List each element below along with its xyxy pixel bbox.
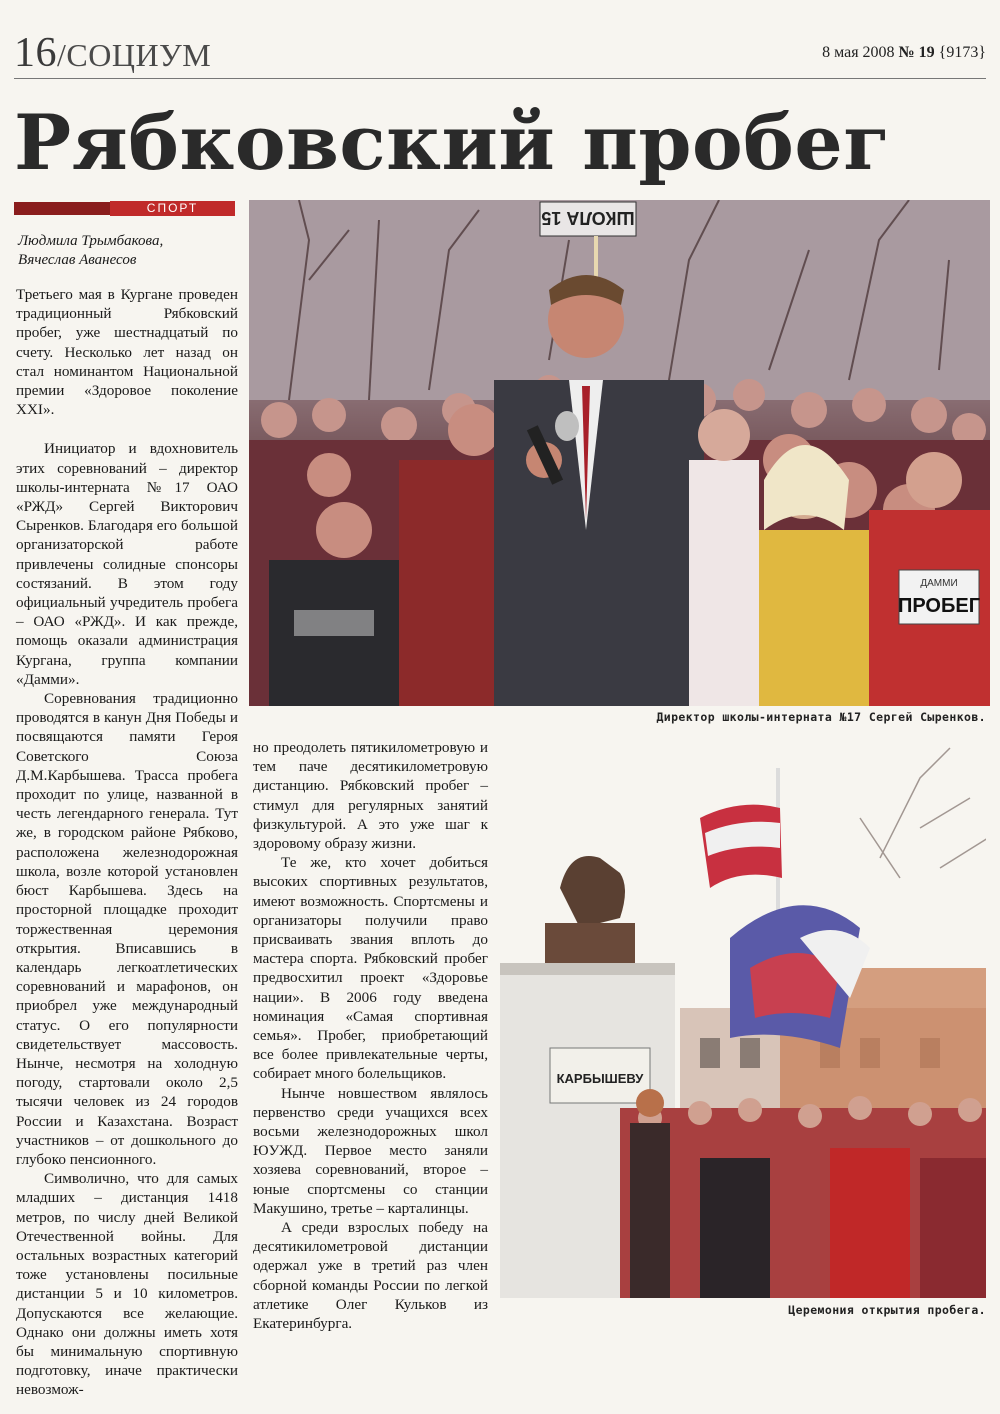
rubric-label: СПОРТ [110,201,235,216]
school-sign-text: ШКОЛА 15 [541,208,635,228]
plaque-text: КАРБЫШЕВУ [556,1071,644,1086]
paragraph: Те же, кто хочет добиться высоких спортивных результатов, имеют возможность. Спортсмены и организаторы получили право присваивать звания вплоть до мастера спорта. Рябковский пробег предвосхитил проект «Здоровье нации». В 2006 году введена номинация «Самая спортивная семья». Пробег, приобретающий все более привлекательные черты, собирает много болельщиков. [253,854,488,1083]
page-number: 16 [14,30,57,76]
paragraph: А среди взрослых победу на десятикилометровой дистанции одержал уже в третий раз член сборной команды России по легкой атлетике Олег Кульков из Екатеринбурга. [253,1219,488,1333]
bib-top-text: ДАММИ [920,578,958,589]
photo-opening-ceremony [500,738,986,1298]
paragraph: Символично, что для самых младших – дистанция 1418 метров, по числу дней Великой Отечественной войны. Для остальных возрастных категорий тоже установлены посильные дистанции 5 и 10 километров. Допускаются все желающие. Однако они должны иметь хотя бы минимальную спортивную подготовку, иначе практически невозмож- [16,1170,238,1399]
paragraph: Соревнования традиционно проводятся в канун Дня Победы и посвящаются памяти Героя Советского Союза Д.М.Карбышева. Трасса пробега проходит по улице, названной в честь легендарного генерала. Тут же, в городском районе Рябково, расположена железнодорожная школа, возле которой установлен бюст Карбышева. Здесь на просторной площадке проходит торжественная церемония открытия. Вписавшись в календарь легкоатлетических соревнований и марафонов, он приобрел уже международный статус. О его популярности свидетельствует массовость. Нынче, несмотря на холодную погоду, стартовали около 2,5 тысячи человек из 24 городов России и Казахстана. Возраст участников – от дошкольного до глубоко пенсионного. [16,690,238,1168]
section-name: /СОЦИУМ [57,37,212,73]
paragraph: Третьего мая в Кургане проведен традиционный Рябковский пробег, уже шестнадцатый по счету. Несколько лет назад он стал номинантом Национальной премии «Здоровое поколение XXI». [16,286,238,419]
bib-text: ПРОБЕГ [897,595,981,617]
page-number-section [14,30,211,78]
photo-director-crowd [249,200,990,706]
article-headline: Рябковский пробег [14,98,891,187]
issue-info [822,44,986,62]
byline [18,232,163,270]
paragraph: но преодолеть пятикилометровую и тем паче десятикилометровую дистанцию. Рябковский пробег – стимул для регулярных занятий физкультурой. А это уже шаг к здоровому образу жизни. [253,739,488,853]
article-column-2 [253,738,488,1333]
issue-total: {9173} [938,44,986,61]
header-rule [14,78,986,79]
author-1: Людмила Трымбакова, [18,233,164,249]
photo-caption-1: Директор школы-интерната №17 Сергей Сыренков. [656,710,986,724]
author-2: Вячеслав Аванесов [18,252,137,268]
photo-caption-2: Церемония открытия пробега. [788,1303,986,1317]
issue-number: № 19 [898,44,935,61]
article-column-1 [16,285,238,1400]
paragraph: Нынче новшеством являлось первенство среди учащихся всех восьми железнодорожных школ ЮУЖД. Первое место заняли хозяева соревнований, второе – юные спортсмены со станции Макушино, третье – карталинцы. [253,1084,488,1217]
paragraph: Инициатор и вдохновитель этих соревнований – директор школы-интерната №17 ОАО «РЖД» Сергей Викторович Сыренков. Благодаря его большой организаторской работе привлечены солидные спонсоры состязаний. В этом году официальный учредитель пробега – ОАО «РЖД». И как прежде, помощь оказали администрация Кургана, группа компании «Дамми». [16,440,238,688]
issue-date: 8 мая 2008 [822,44,895,61]
